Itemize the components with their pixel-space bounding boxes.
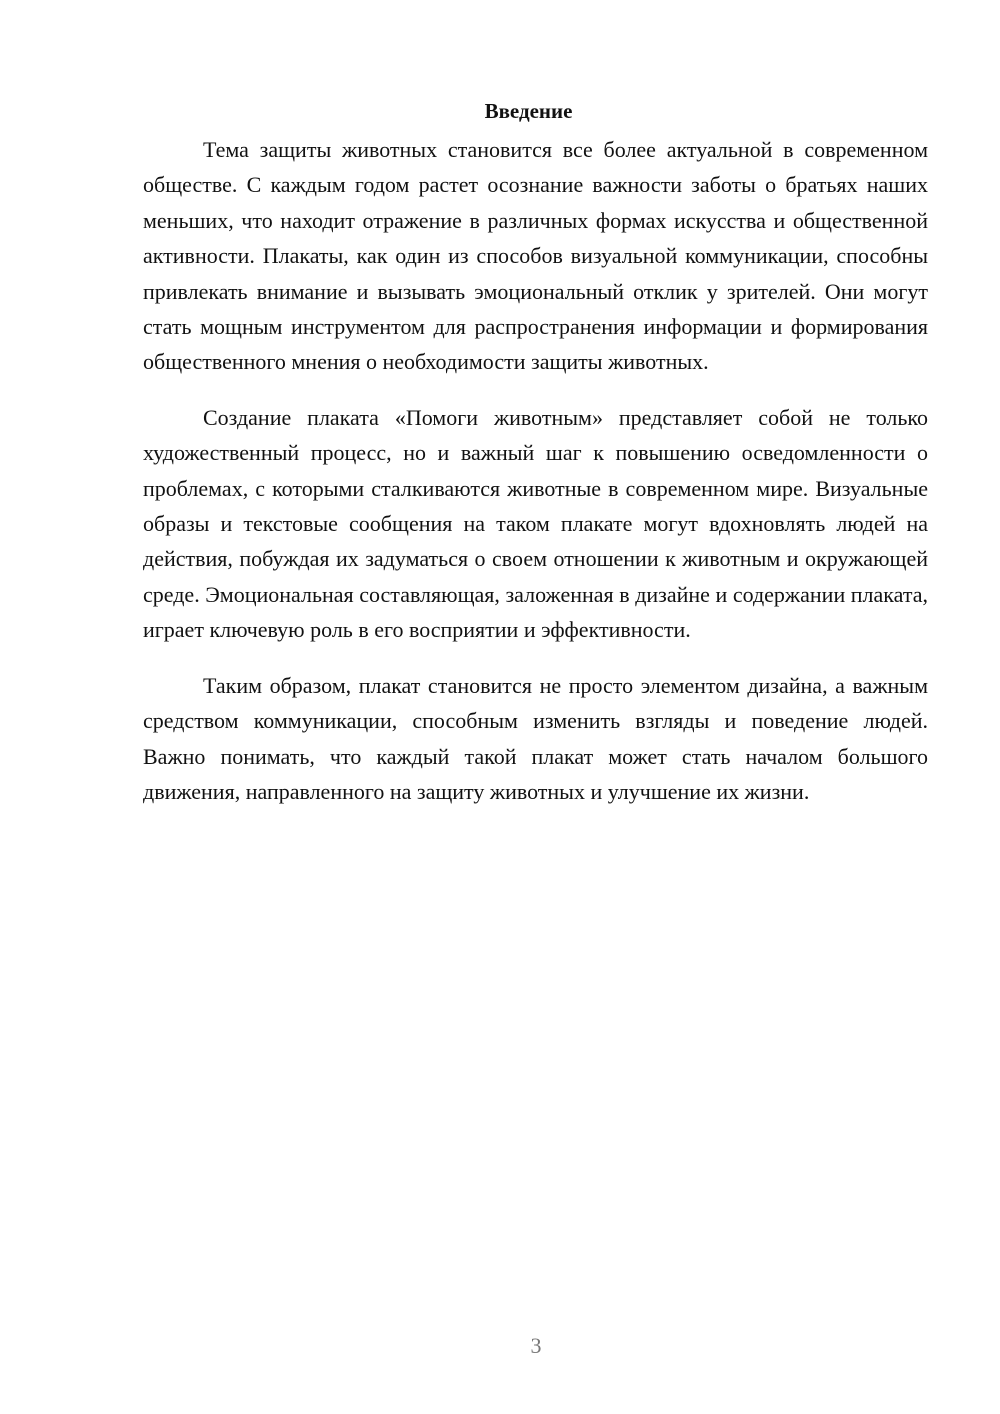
- section-title: Введение: [484, 99, 573, 123]
- paragraph-3: Таким образом, плакат становится не просто элементом дизайна, а важным средством коммуникации, способным изменить взгляды и поведение людей. Важно понимать, что каждый такой плакат может стать началом большого движения, направленного на защиту животных и улучшение их жизни.: [143, 672, 928, 804]
- page-number: 3: [530, 1333, 542, 1358]
- paragraph-2: Создание плаката «Помоги животным» представляет собой не только художественный процесс, но и важный шаг к повышению осведомленности о проблемах, с которыми сталкиваются животные в современном мире. Визуальные образы и текстовые сообщения на таком плакате могут вдохновлять людей на действия, побуждая их задуматься о своем отношении к животным и окружающей среде. Эмоциональная составляющая, заложенная в дизайне и содержании плаката, играет ключевую роль в его восприятии и эффективности.: [143, 404, 928, 643]
- paragraph-1: Тема защиты животных становится все более актуальной в современном обществе. С каждым годом растет осознание важности заботы о братьях наших меньших, что находит отражение в различных формах искусства и общественной активности. Плакаты, как один из способов визуальной коммуникации, способны привлекать внимание и вызывать эмоциональный отклик у зрителей. Они могут стать мощным инструментом для распространения информации и формирования общественного мнения о необходимости защиты животных.: [143, 137, 928, 375]
- page-content: [143, 96, 928, 809]
